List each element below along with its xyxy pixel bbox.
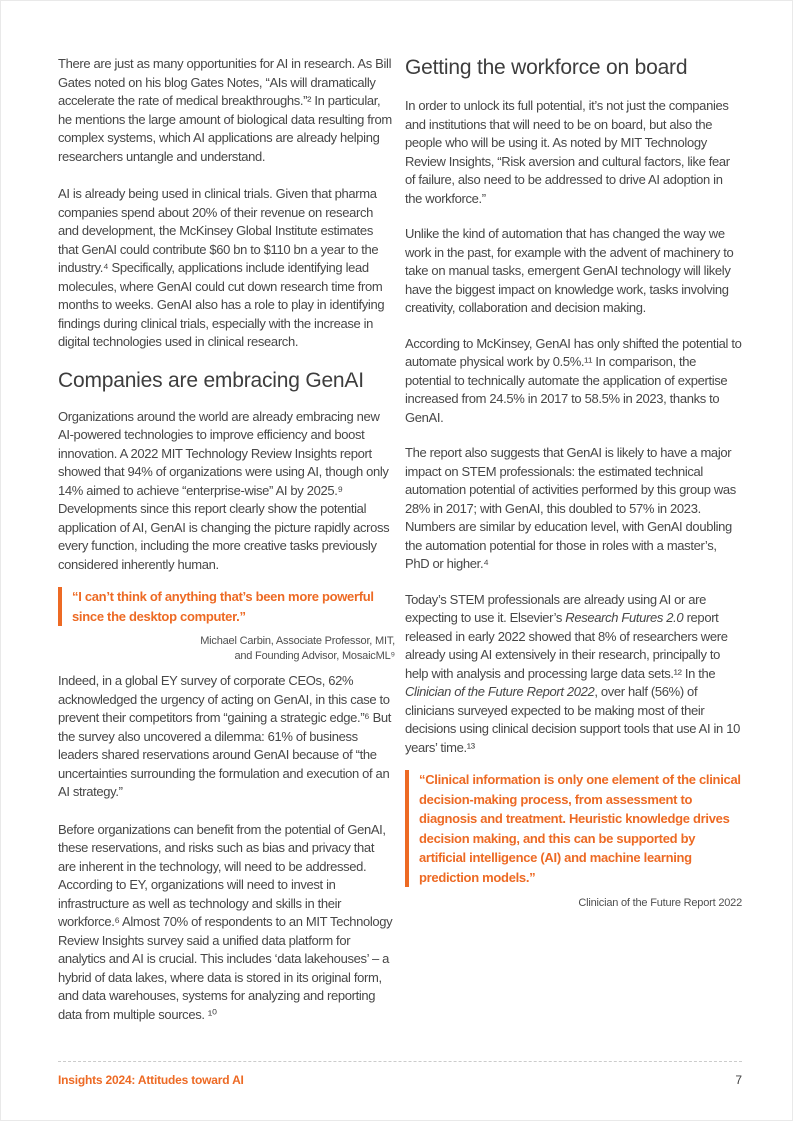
page-footer (58, 1061, 742, 1087)
italic-title-clinician-future: Clinician of the Future Report 2022 (405, 684, 595, 699)
text-segment: , over half (56%) of clinicians surveyed expected to be making most of their decisions using clinical decision support tools that use AI in 10 years’ time.¹³ (405, 684, 740, 755)
text-segment: Today’s STEM professionals are already using AI or are expecting to use it. Elsevier’s (405, 591, 706, 625)
attribution-line-1: Michael Carbin, Associate Professor, MIT, (200, 635, 395, 647)
pull-quote-desktop-computer: “I can’t think of anything that’s been more powerful since the desktop computer.” (58, 587, 395, 626)
right-column (405, 55, 742, 1024)
page-number: 7 (735, 1073, 742, 1087)
paragraph-stem-using-ai (405, 591, 742, 758)
section-heading-companies-embracing-genai: Companies are embracing GenAI (58, 368, 364, 392)
section-heading-workforce-on-board: Getting the workforce on board (405, 56, 688, 79)
italic-title-research-futures: Research Futures 2.0 (565, 610, 684, 625)
paragraph-organizations-embracing: Organizations around the world are already embracing new AI-powered technologies to improve efficiency and boost innovation. A 2022 MIT Technology Review Insights report showed that 94% of organizations were using AI, though only 14% aimed to achieve “enter​prise-wise” AI by 2025.⁹ Developments since this report clearly show the potential application of AI, GenAI is changing the picture rapidly across every function, including the more creative tasks previously considered inherently human. (58, 408, 390, 572)
paragraph-stem-impact: The report also suggests that GenAI is likely to have a major impact on STEM professionals: the estimated technical automation potential of activities performed by this group was 28% in 2017; with GenAI, this doubled to 57% in 2023. Numbers are similar by education level, with GenAI doubling the automation potential for those in roles with a master’s, PhD or higher.⁴ (405, 445, 736, 571)
paragraph-before-organizations: Before organizations can benefit from the potential of GenAI, these reservations, and risks such as bias and privacy that are inherent in the technology, will need to be addressed. According to EY, organizations will need to invest in infrastructure as well as technology and skills in their workforce.⁶ Almost 70% of respondents to an MIT Technology Review Insights survey said a unified data platform for analytics and AI is crucial. This includes ‘data lakehouses’ – a hybrid of data lakes, where data is stored in its original form, and data warehouses, systems for analyzing and reporting data from multiple sources. ¹⁰ (58, 821, 393, 1022)
quote-attribution-clinician-report: Clinician of the Future Report 2022 (578, 897, 742, 909)
paragraph-unlock-potential: In order to unlock its full potential, it’s not just the companies and institutions that will need to be on board, but also the people who will be using it. As noted by MIT Technology Review Insights, “Risk aversion and cultural factors, like fear of failure, also need to be addressed to drive AI adoption in the workforce.” (405, 98, 730, 206)
paragraph-mckinsey-physical-work: According to McKinsey, GenAI has only shifted the potential to automate physical work by 0.5%.¹¹ In comparison, the potential to technically automate the application of expertise increased from 24.5% in 2017 to 58.5% in 2023, thanks to GenAI. (405, 335, 742, 425)
two-column-layout (1, 1, 792, 1024)
footer-report-title: Insights 2024: Attitudes toward AI (58, 1073, 244, 1087)
pull-quote-clinical-information: “Clinical information is only one element of the clinical decision-making process, from assessment to diagnosis and treatment. Heuristic knowledge drives decision making, and this can be supported by artificial intelligence (AI) and machine learning prediction models.” (405, 770, 742, 887)
left-column (58, 55, 395, 1024)
paragraph-unlike-automation: Unlike the kind of automation that has changed the way we work in the past, for example with the advent of machinery to take on manual tasks, emergent GenAI technology will likely have the biggest impact on knowledge work, tasks involving creativity, collaboration and decision making. (405, 226, 734, 315)
attribution-line-2: and Founding Advisor, MosaicML⁹ (234, 650, 395, 662)
text-segment: report released in early 2022 showed that 8% of researchers were already using AI extensively in their research, principally to help with analysis and processing large data sets.¹² In the (405, 610, 728, 681)
paragraph-ai-research: There are just as many opportunities for AI in research. As Bill Gates noted on his blog Gates Notes, “AIs will dramatically accelerate the rate of medical breakthroughs.”² In particular, he mentions the large amount of biological data resulting from complex systems, which AI applications are already helping researchers untangle and understand. (58, 56, 392, 164)
paragraph-ey-survey: Indeed, in a global EY survey of corporate CEOs, 62% acknowledged the urgency of acting on GenAI, in this case to prevent their competitors from “gaining a strategic edge.”⁶ But the survey also uncovered a dilemma: 61% of business leaders shared reservations around GenAI because of “the uncertainties surrounding the formulation and execution of an AI strategy.” (58, 673, 392, 799)
paragraph-clinical-trials: AI is already being used in clinical trials. Given that pharma companies spend about 20% of their revenue on research and development, the McKinsey Global Institute estimates that GenAI could contribute $60 bn to $110 bn a year to the industry.⁴ Specifically, applications include identifying lead molecules, where GenAI could cut down research time from months to weeks. GenAI also has a role to play in identifying findings during clinical trials, especially with the increase in digital technologies used in clinical research. (58, 186, 385, 349)
quote-attribution-michael-carbin (58, 634, 395, 664)
